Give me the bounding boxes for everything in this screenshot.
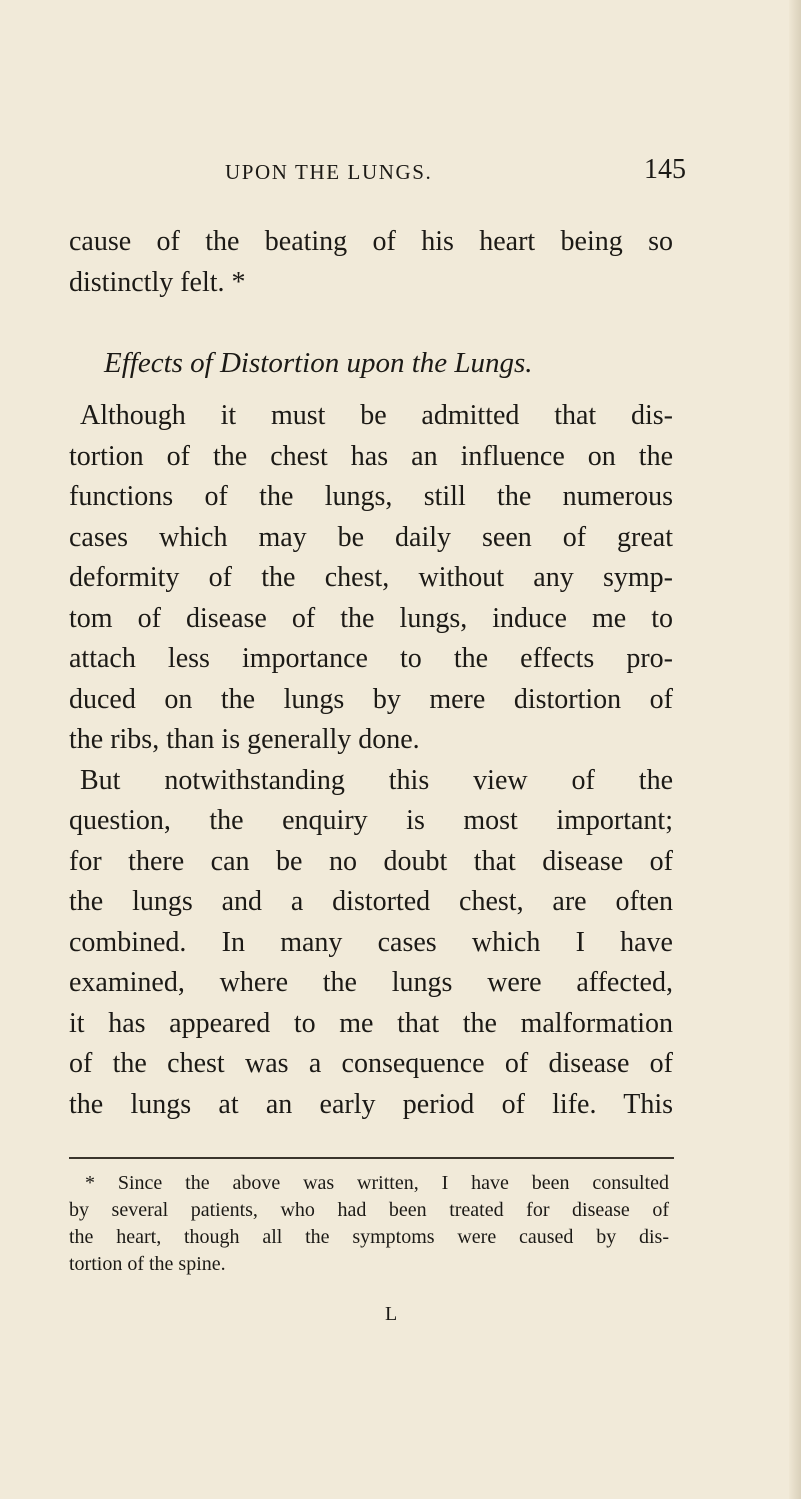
text-line: the ribs, than is generally done. [69, 724, 420, 755]
section-heading: Effects of Distortion upon the Lungs. [104, 347, 533, 379]
text-line: attach less importance to the effects pro- [69, 643, 673, 674]
body-paragraphs [69, 396, 673, 1125]
footnote-line: tortion of the spine. [69, 1253, 226, 1275]
text-line: the lungs and a distorted chest, are often [69, 886, 673, 917]
text-line: distinctly felt. * [69, 266, 246, 298]
text-line: the lungs at an early period of life. This [69, 1088, 673, 1120]
paragraph-continued [69, 222, 673, 303]
footnote-line: the heart, though all the symptoms were caused by dis- [69, 1226, 669, 1248]
footnote [69, 1170, 669, 1278]
text-line: tortion of the chest has an influence on the [69, 440, 673, 472]
text-line: functions of the lungs, still the numerous [69, 481, 673, 512]
text-line: cause of the beating of his heart being so [69, 226, 673, 257]
text-line: for there can be no doubt that disease of [69, 845, 673, 877]
footnote-rule [69, 1157, 674, 1159]
page-number: 145 [644, 154, 686, 185]
text-line: duced on the lungs by mere distortion of [69, 683, 673, 715]
text-line: tom of disease of the lungs, induce me to [69, 602, 673, 634]
text-line: question, the enquiry is most important; [69, 805, 673, 836]
page-edge-shadow [789, 0, 801, 1499]
text-line: combined. In many cases which I have [69, 926, 673, 958]
text-line: But notwithstanding this view of the [80, 764, 673, 796]
text-line: cases which may be daily seen of great [69, 521, 673, 553]
text-line: Although it must be admitted that dis- [80, 400, 673, 431]
text-line: examined, where the lungs were affected, [69, 967, 673, 998]
text-line: deformity of the chest, without any symp- [69, 562, 673, 593]
text-line: of the chest was a consequence of disease of [69, 1048, 673, 1079]
text-line: it has appeared to me that the malformation [69, 1007, 673, 1039]
page-header [0, 154, 801, 194]
footnote-line: * Since the above was written, I have been consulted [85, 1172, 669, 1194]
signature-mark: L [385, 1303, 398, 1325]
running-title: UPON THE LUNGS. [225, 160, 433, 184]
footnote-line: by several patients, who had been treated for disease of [69, 1199, 669, 1221]
